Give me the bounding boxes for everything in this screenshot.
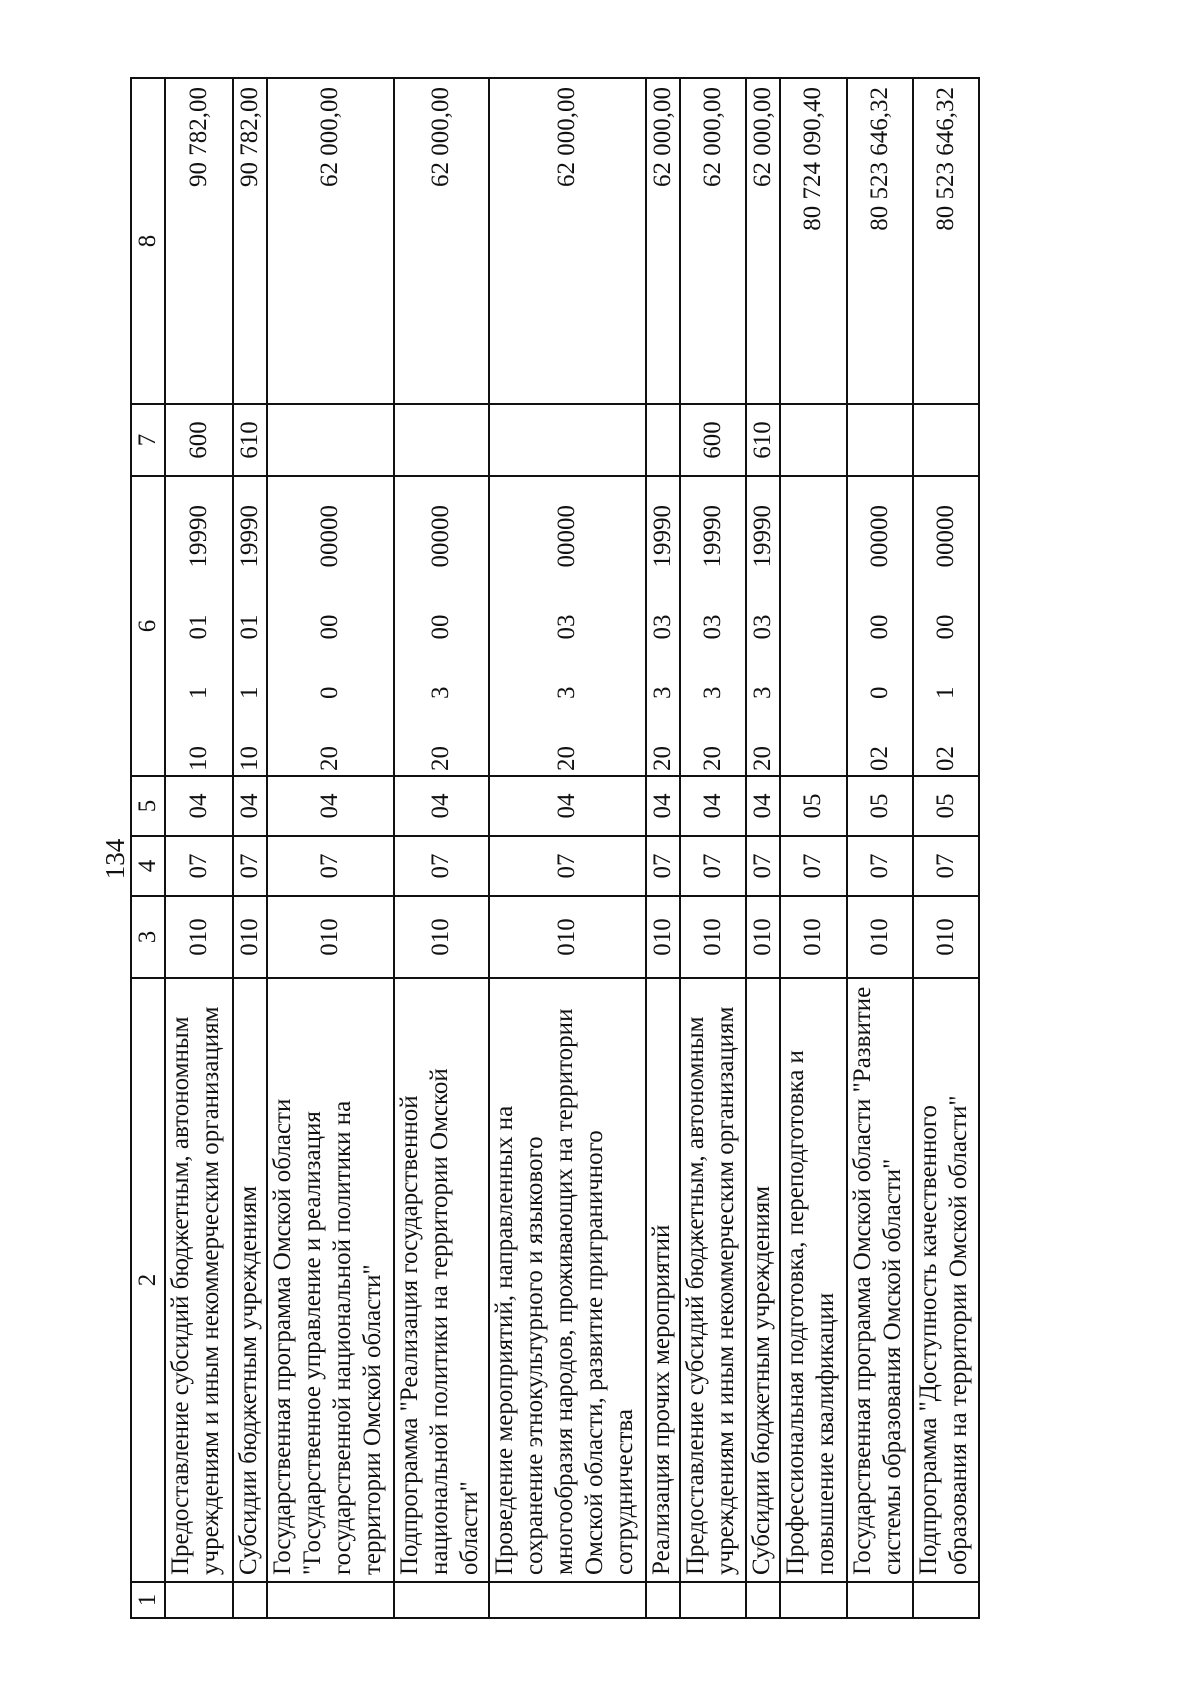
csr-part: 1 [185, 686, 213, 699]
row-number-cell [165, 1582, 233, 1618]
csr-cell [646, 476, 680, 776]
column-header: 1 [131, 1582, 165, 1618]
amount-cell: 62 000,00 [680, 78, 746, 404]
pr-cell: 05 [913, 776, 979, 836]
vr-cell: 610 [233, 404, 267, 476]
csr-part: 03 [553, 614, 581, 640]
row-name-cell: Подпрограмма "Доступность качественного образования на территории Омской области" [913, 978, 979, 1582]
row-number-cell [780, 1582, 846, 1618]
csr-part: 20 [427, 746, 455, 771]
csr-part: 01 [185, 614, 213, 640]
rz-cell: 07 [394, 836, 489, 896]
table-row [394, 78, 489, 1618]
amount-cell: 62 000,00 [394, 78, 489, 404]
csr-cell [267, 476, 393, 776]
csr-parts [552, 481, 582, 771]
table-row [165, 78, 233, 1618]
row-name-cell: Реализация прочих мероприятий [646, 978, 680, 1582]
csr-part: 3 [553, 686, 581, 699]
column-header: 2 [131, 978, 165, 1582]
table-row [847, 78, 913, 1618]
header-row [131, 78, 165, 1618]
csr-part: 10 [236, 746, 264, 771]
amount-cell: 62 000,00 [746, 78, 780, 404]
csr-parts [235, 481, 265, 771]
table-row [913, 78, 979, 1618]
table-row [680, 78, 746, 1618]
csr-parts [648, 481, 678, 771]
grbs-cell: 010 [780, 896, 846, 978]
row-name-cell: Предоставление субсидий бюджетным, автономным учреждениям и иным некоммерческим организациям [165, 978, 233, 1582]
row-number-cell [489, 1582, 646, 1618]
csr-part: 3 [648, 686, 676, 699]
budget-table-frame [130, 79, 980, 1619]
csr-part: 20 [553, 746, 581, 771]
rz-cell: 07 [913, 836, 979, 896]
budget-table [130, 77, 980, 1619]
pr-cell: 04 [267, 776, 393, 836]
vr-cell [913, 404, 979, 476]
csr-part: 3 [749, 686, 777, 699]
csr-part: 19990 [648, 505, 676, 568]
csr-part: 01 [236, 614, 264, 640]
table-row [489, 78, 646, 1618]
csr-part: 00000 [316, 505, 344, 568]
rz-cell: 07 [680, 836, 746, 896]
row-number-cell [746, 1582, 780, 1618]
csr-parts [426, 481, 456, 771]
amount-cell: 62 000,00 [489, 78, 646, 404]
row-name-cell: Проведение мероприятий, направленных на сохранение этнокультурного и языкового многообразия народов, проживающих на территории Омской области, развитие приграничного сотрудничества [489, 978, 646, 1582]
vr-cell [780, 404, 846, 476]
csr-part: 20 [316, 746, 344, 771]
budget-table-rotated [130, 79, 980, 1619]
csr-part: 10 [185, 746, 213, 771]
vr-cell [489, 404, 646, 476]
pr-cell: 04 [489, 776, 646, 836]
table-row [646, 78, 680, 1618]
csr-cell [489, 476, 646, 776]
csr-cell [680, 476, 746, 776]
row-number-cell [233, 1582, 267, 1618]
csr-cell [847, 476, 913, 776]
row-number-cell [267, 1582, 393, 1618]
csr-part: 00000 [553, 505, 581, 568]
vr-cell [847, 404, 913, 476]
table-row [746, 78, 780, 1618]
column-header: 3 [131, 896, 165, 978]
row-name-cell: Государственная программа Омской области "Развитие системы образования Омской области" [847, 978, 913, 1582]
pr-cell: 05 [847, 776, 913, 836]
table-row [780, 78, 846, 1618]
page-number: 134 [100, 838, 130, 880]
grbs-cell: 010 [233, 896, 267, 978]
csr-cell [394, 476, 489, 776]
pr-cell: 05 [780, 776, 846, 836]
grbs-cell: 010 [847, 896, 913, 978]
grbs-cell: 010 [646, 896, 680, 978]
rz-cell: 07 [746, 836, 780, 896]
csr-part: 19990 [236, 505, 264, 568]
column-header: 4 [131, 836, 165, 896]
csr-part: 1 [236, 686, 264, 699]
csr-parts [748, 481, 778, 771]
grbs-cell: 010 [165, 896, 233, 978]
pr-cell: 04 [233, 776, 267, 836]
csr-part: 1 [931, 686, 959, 699]
amount-cell: 90 782,00 [233, 78, 267, 404]
column-header: 8 [131, 78, 165, 404]
csr-part: 03 [749, 614, 777, 640]
amount-cell: 90 782,00 [165, 78, 233, 404]
rz-cell: 07 [165, 836, 233, 896]
csr-part: 19990 [749, 505, 777, 568]
csr-part: 0 [865, 686, 893, 699]
csr-part: 20 [699, 746, 727, 771]
grbs-cell: 010 [746, 896, 780, 978]
grbs-cell: 010 [394, 896, 489, 978]
csr-parts [315, 481, 345, 771]
csr-parts [931, 481, 961, 771]
column-header: 5 [131, 776, 165, 836]
column-header: 6 [131, 476, 165, 776]
csr-part: 00000 [931, 505, 959, 568]
row-name-cell: Субсидии бюджетным учреждениям [746, 978, 780, 1582]
csr-cell [165, 476, 233, 776]
amount-cell: 80 523 646,32 [847, 78, 913, 404]
pr-cell: 04 [165, 776, 233, 836]
table-row [267, 78, 393, 1618]
row-name-cell: Субсидии бюджетным учреждениям [233, 978, 267, 1582]
csr-part: 00 [865, 614, 893, 640]
row-number-cell [847, 1582, 913, 1618]
rz-cell: 07 [646, 836, 680, 896]
csr-parts [184, 481, 214, 771]
row-name-cell: Государственная программа Омской области "Государственное управление и реализация государственной национальной политики на территории Омской области" [267, 978, 393, 1582]
csr-part: 20 [749, 746, 777, 771]
csr-part: 20 [648, 746, 676, 771]
csr-part: 00 [316, 614, 344, 640]
csr-part: 19990 [699, 505, 727, 568]
csr-part: 03 [648, 614, 676, 640]
csr-part: 00000 [865, 505, 893, 568]
vr-cell [394, 404, 489, 476]
row-name-cell: Подпрограмма "Реализация государственной национальной политики на территории Омской области" [394, 978, 489, 1582]
row-name-cell: Профессиональная подготовка, переподготовка и повышение квалификации [780, 978, 846, 1582]
row-number-cell [646, 1582, 680, 1618]
row-number-cell [680, 1582, 746, 1618]
csr-part: 02 [865, 746, 893, 771]
vr-cell [267, 404, 393, 476]
vr-cell: 610 [746, 404, 780, 476]
csr-part: 3 [699, 686, 727, 699]
csr-part: 03 [699, 614, 727, 640]
row-number-cell [913, 1582, 979, 1618]
csr-cell [780, 476, 846, 776]
pr-cell: 04 [394, 776, 489, 836]
amount-cell: 62 000,00 [267, 78, 393, 404]
grbs-cell: 010 [680, 896, 746, 978]
rz-cell: 07 [847, 836, 913, 896]
row-name-cell: Предоставление субсидий бюджетным, автономным учреждениям и иным некоммерческим организациям [680, 978, 746, 1582]
vr-cell: 600 [165, 404, 233, 476]
rz-cell: 07 [780, 836, 846, 896]
vr-cell: 600 [680, 404, 746, 476]
csr-part: 00000 [427, 505, 455, 568]
table-body [165, 78, 979, 1618]
csr-part: 00 [427, 614, 455, 640]
row-number-cell [394, 1582, 489, 1618]
csr-parts [865, 481, 895, 771]
csr-cell [913, 476, 979, 776]
csr-cell [746, 476, 780, 776]
column-header: 7 [131, 404, 165, 476]
amount-cell: 80 724 090,40 [780, 78, 846, 404]
table-row [233, 78, 267, 1618]
rz-cell: 07 [489, 836, 646, 896]
vr-cell [646, 404, 680, 476]
rz-cell: 07 [233, 836, 267, 896]
csr-part: 19990 [185, 505, 213, 568]
amount-cell: 62 000,00 [646, 78, 680, 404]
pr-cell: 04 [646, 776, 680, 836]
csr-part: 02 [931, 746, 959, 771]
grbs-cell: 010 [267, 896, 393, 978]
csr-part: 3 [427, 686, 455, 699]
csr-part: 00 [931, 614, 959, 640]
amount-cell: 80 523 646,32 [913, 78, 979, 404]
pr-cell: 04 [746, 776, 780, 836]
csr-part: 0 [316, 686, 344, 699]
rz-cell: 07 [267, 836, 393, 896]
grbs-cell: 010 [489, 896, 646, 978]
pr-cell: 04 [680, 776, 746, 836]
csr-cell [233, 476, 267, 776]
csr-parts [698, 481, 728, 771]
grbs-cell: 010 [913, 896, 979, 978]
